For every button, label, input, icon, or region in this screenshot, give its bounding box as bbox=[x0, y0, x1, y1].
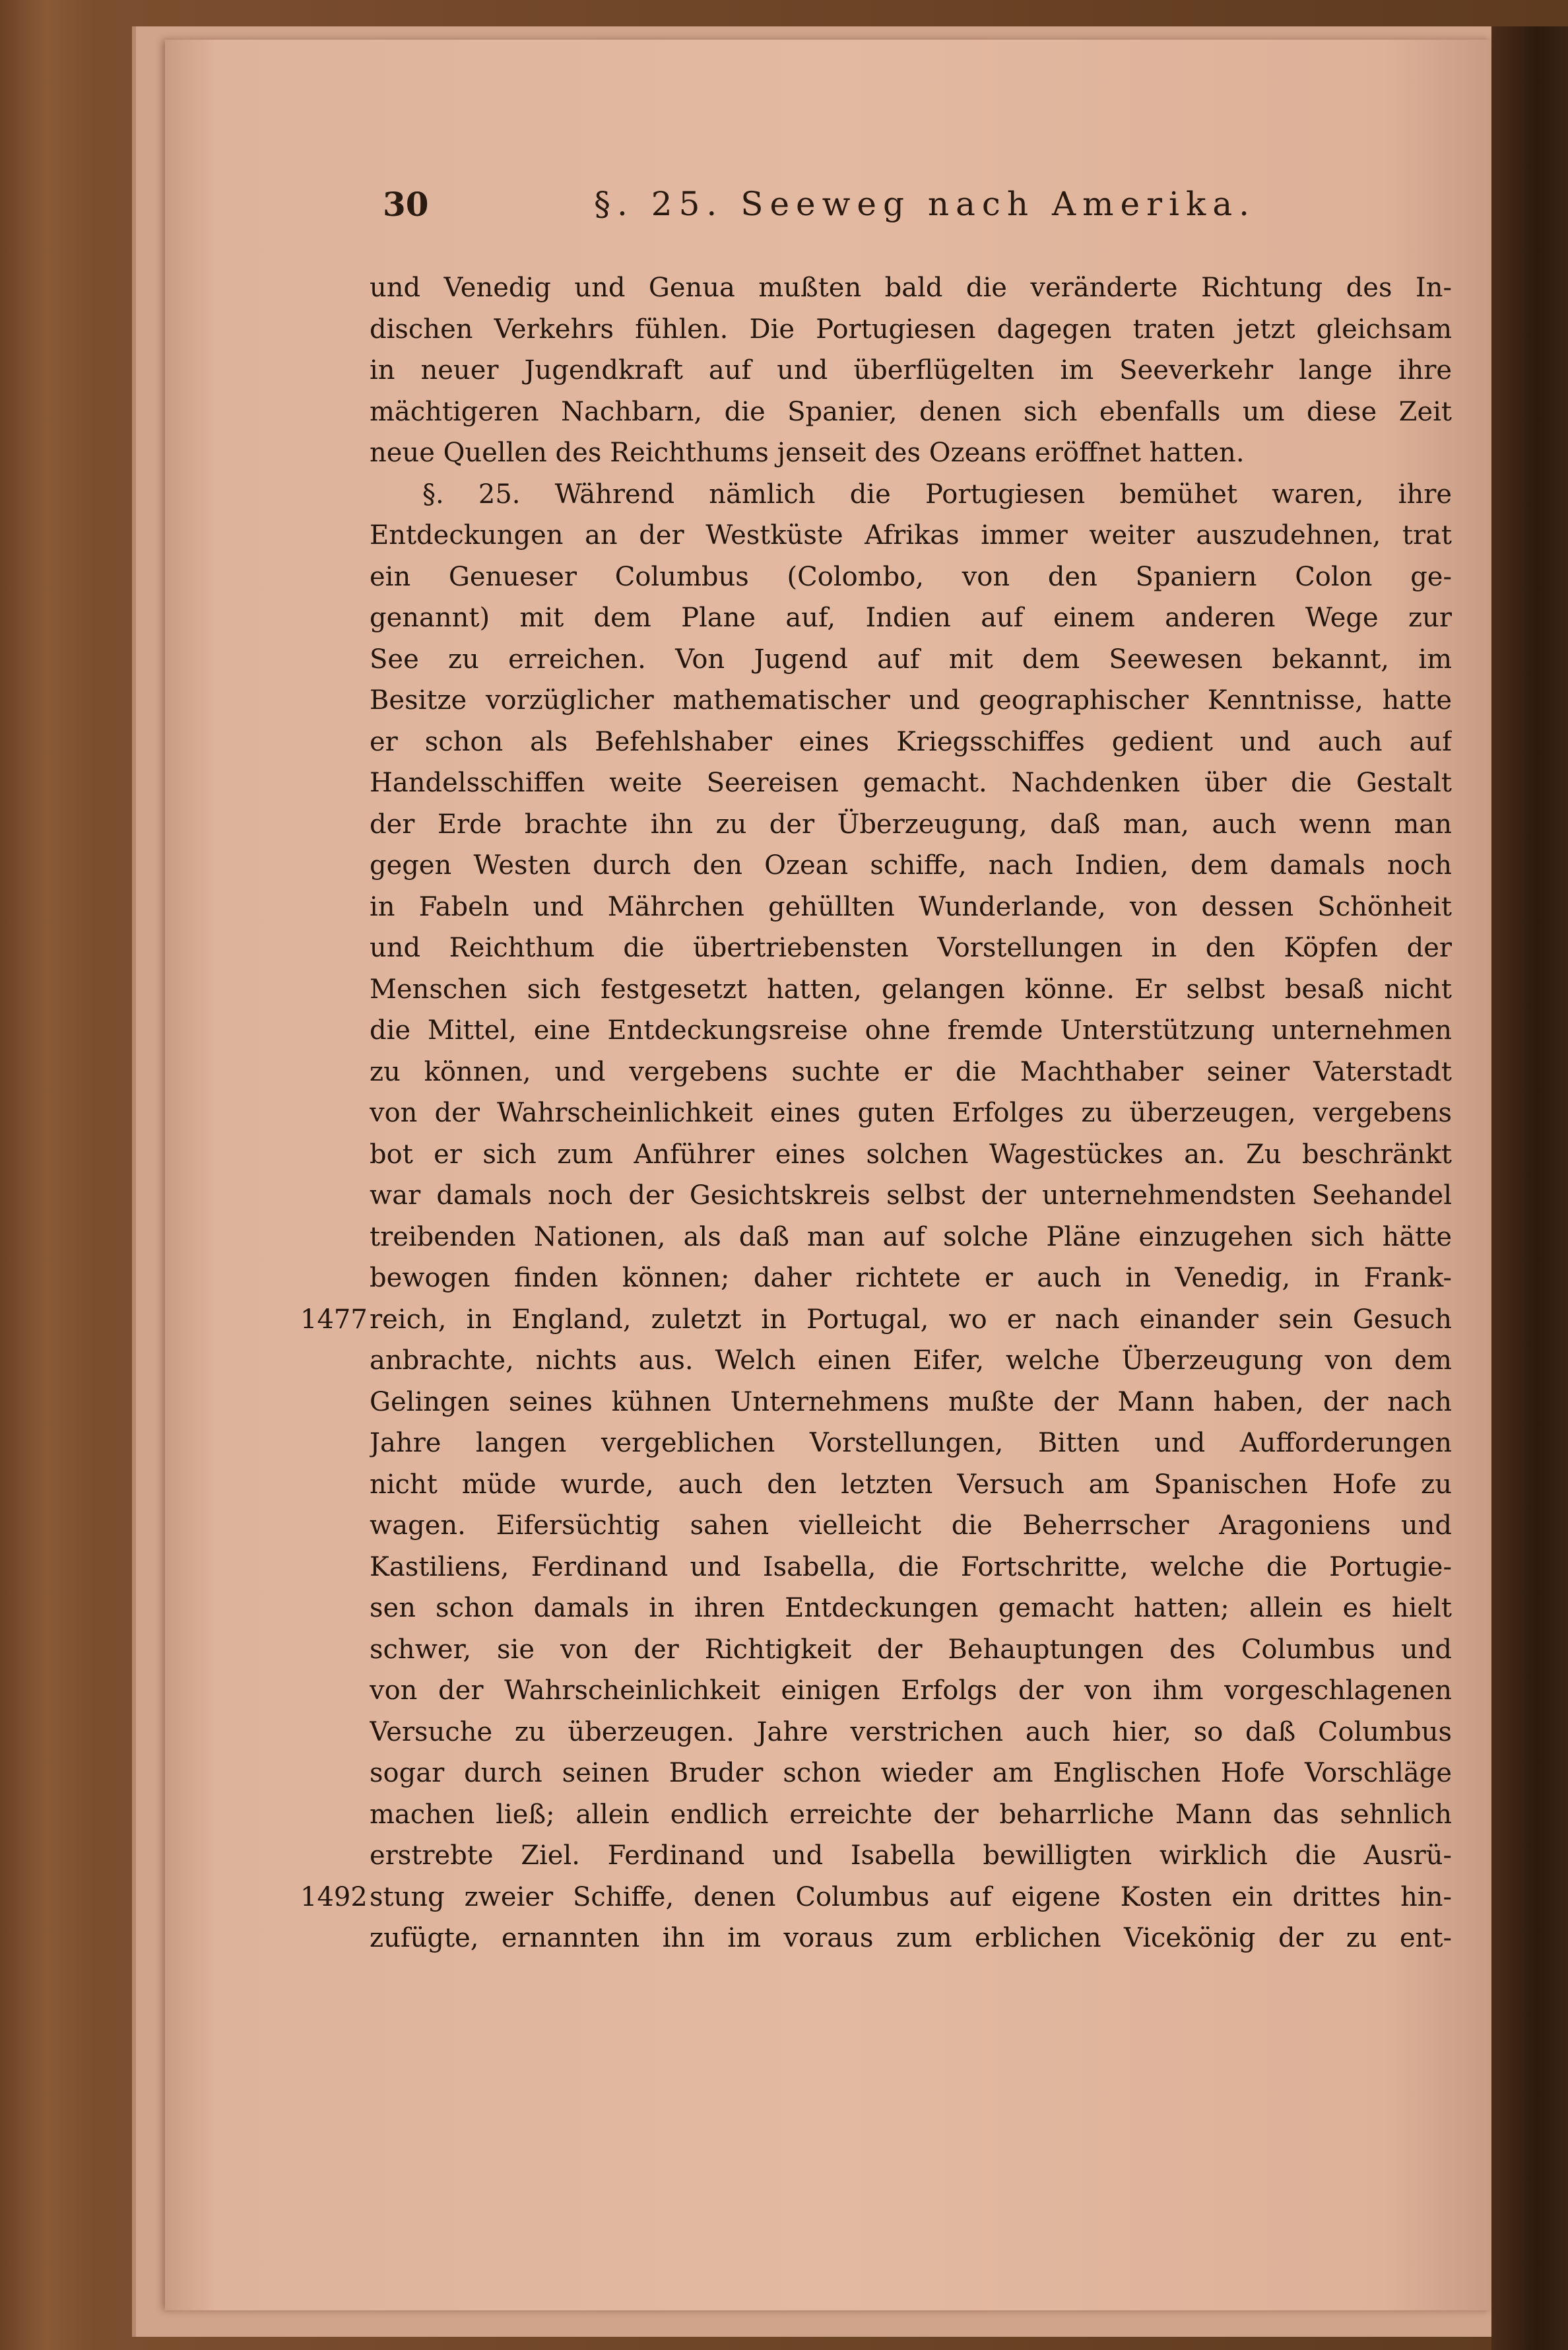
text-line: bewogen finden können; daher richtete er auch in Venedig, in Frank- bbox=[370, 1263, 1452, 1293]
text-line: er schon als Befehlshaber eines Kriegsschiffes gedient und auch auf bbox=[370, 726, 1452, 757]
text-line: die Mittel, eine Entdeckungsreise ohne fremde Unterstützung unternehmen bbox=[370, 1015, 1452, 1046]
text-line: Gelingen seines kühnen Unternehmens mußte der Mann haben, der nach bbox=[370, 1386, 1452, 1417]
text-line: wagen. Eifersüchtig sahen vielleicht die Beherrscher Aragoniens und bbox=[370, 1510, 1452, 1541]
text-line: von der Wahrscheinlichkeit eines guten Erfolges zu überzeugen, vergebens bbox=[370, 1098, 1452, 1128]
text-line: machen ließ; allein endlich erreichte der beharrliche Mann das sehnlich bbox=[370, 1799, 1452, 1830]
text-line: dischen Verkehrs fühlen. Die Portugiesen dagegen traten jetzt gleichsam bbox=[370, 314, 1452, 345]
text-line: schwer, sie von der Richtigkeit der Behauptungen des Columbus und bbox=[370, 1634, 1452, 1665]
text-line: Versuche zu überzeugen. Jahre verstrichen auch hier, so daß Columbus bbox=[370, 1716, 1452, 1747]
text-line: der Erde brachte ihn zu der Überzeugung, daß man, auch wenn man bbox=[370, 809, 1452, 840]
text-line: und Reichthum die übertriebensten Vorstellungen in den Köpfen der bbox=[370, 933, 1452, 963]
text-line: neue Quellen des Reichthums jenseit des Ozeans eröffnet hatten. bbox=[370, 438, 1245, 468]
text-line: zufügte, ernannten ihn im voraus zum erblichen Vicekönig der zu ent- bbox=[370, 1923, 1452, 1953]
text-line: erstrebte Ziel. Ferdinand und Isabella bewilligten wirklich die Ausrü- bbox=[370, 1840, 1452, 1871]
text-line: in neuer Jugendkraft auf und überflügelten im Seeverkehr lange ihre bbox=[370, 355, 1452, 386]
text-line: ein Genueser Columbus (Colombo, von den Spaniern Colon ge- bbox=[370, 561, 1452, 592]
text-line: stung zweier Schiffe, denen Columbus auf eigene Kosten ein drittes hin- bbox=[370, 1881, 1452, 1912]
text-line: von der Wahrscheinlichkeit einigen Erfolgs der von ihm vorgeschlagenen bbox=[370, 1675, 1452, 1706]
body-text bbox=[370, 267, 1452, 1959]
text-line: Kastiliens, Ferdinand und Isabella, die Fortschritte, welche die Portugie- bbox=[370, 1551, 1452, 1582]
margin-year-1492: 1492 bbox=[300, 1882, 368, 1912]
text-line: Menschen sich festgesetzt hatten, gelangen könne. Er selbst besaß nicht bbox=[370, 974, 1452, 1005]
text-line: und Venedig und Genua mußten bald die veränderte Richtung des In- bbox=[370, 273, 1452, 303]
margin-year-1477: 1477 bbox=[300, 1304, 368, 1335]
text-line: Handelsschiffen weite Seereisen gemacht. Nachdenken über die Gestalt bbox=[370, 768, 1452, 798]
text-line: Entdeckungen an der Westküste Afrikas immer weiter auszudehnen, trat bbox=[370, 520, 1452, 551]
text-line: reich, in England, zuletzt in Portugal, wo er nach einander sein Gesuch bbox=[370, 1304, 1452, 1335]
text-line: Jahre langen vergeblichen Vorstellungen, Bitten und Aufforderungen bbox=[370, 1428, 1452, 1458]
text-line: treibenden Nationen, als daß man auf solche Pläne einzugehen sich hätte bbox=[370, 1221, 1452, 1252]
text-line: See zu erreichen. Von Jugend auf mit dem Seewesen bekannt, im bbox=[370, 644, 1452, 675]
text-line: bot er sich zum Anführer eines solchen Wagestückes an. Zu beschränkt bbox=[370, 1139, 1452, 1170]
text-line: sogar durch seinen Bruder schon wieder am Englischen Hofe Vorschläge bbox=[370, 1758, 1452, 1788]
page-number: 30 bbox=[383, 185, 429, 224]
text-line: nicht müde wurde, auch den letzten Versuch am Spanischen Hofe zu bbox=[370, 1469, 1452, 1500]
text-line: war damals noch der Gesichtskreis selbst der unternehmendsten Seehandel bbox=[370, 1180, 1452, 1211]
text-line: gegen Westen durch den Ozean schiffe, nach Indien, dem damals noch bbox=[370, 850, 1452, 881]
page-header bbox=[383, 185, 1439, 238]
running-head: §. 25. Seeweg nach Amerika. bbox=[594, 185, 1257, 223]
text-line: mächtigeren Nachbarn, die Spanier, denen sich ebenfalls um diese Zeit bbox=[370, 396, 1452, 427]
text-line: anbrachte, nichts aus. Welch einen Eifer, welche Überzeugung von dem bbox=[370, 1345, 1452, 1376]
text-line: genannt) mit dem Plane auf, Indien auf einem anderen Wege zur bbox=[370, 603, 1452, 633]
text-line: zu können, und vergebens suchte er die Machthaber seiner Vaterstadt bbox=[370, 1056, 1452, 1087]
text-line: in Fabeln und Mährchen gehüllten Wunderlande, von dessen Schönheit bbox=[370, 891, 1452, 922]
text-line: Besitze vorzüglicher mathematischer und geographischer Kenntnisse, hatte bbox=[370, 685, 1452, 716]
book-edge bbox=[1491, 26, 1568, 2350]
paragraph-start-line: §. 25. Während nämlich die Portugiesen bemühet waren, ihre bbox=[422, 479, 1452, 510]
text-line: sen schon damals in ihren Entdeckungen gemacht hatten; allein es hielt bbox=[370, 1593, 1452, 1623]
